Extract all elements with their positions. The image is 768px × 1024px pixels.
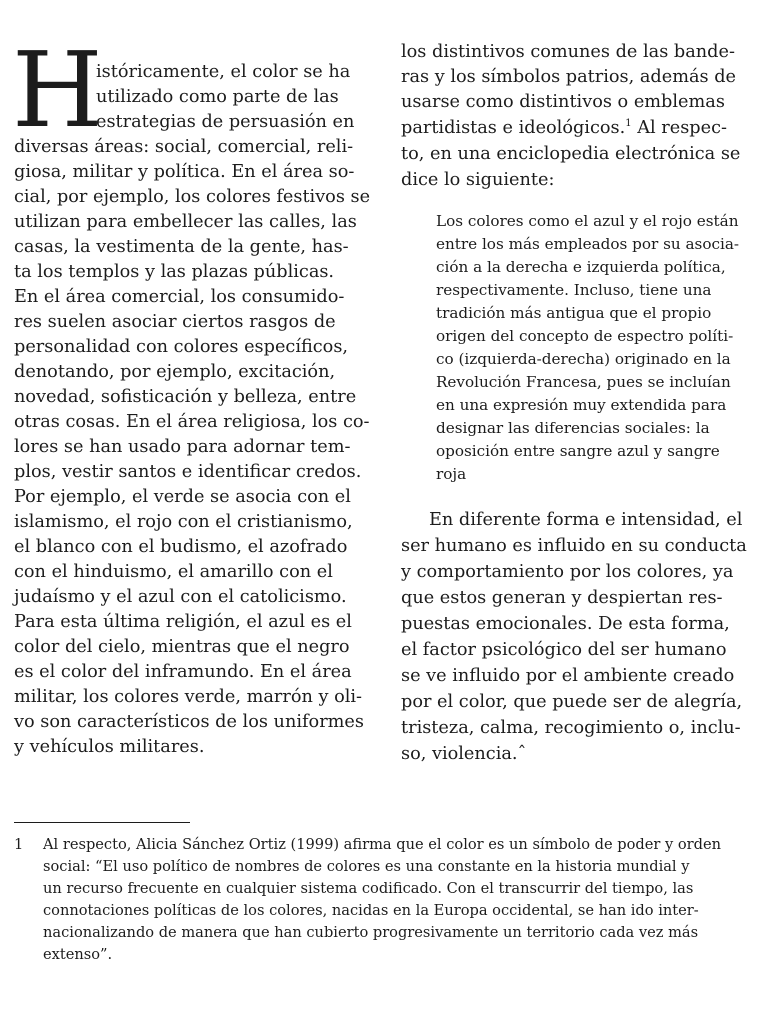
body-line: giosa, militar y política. En el área so- bbox=[14, 162, 355, 182]
body-line: vo son característicos de los uniformes bbox=[14, 712, 364, 732]
body-text: Al respec- bbox=[631, 118, 727, 138]
quote-line: tradición más antigua que el propio bbox=[436, 304, 712, 322]
body-line: En el área comercial, los consumido- bbox=[14, 287, 345, 307]
body-line: judaísmo y el azul con el catolicismo. bbox=[14, 587, 347, 607]
body-line: utilizado como parte de las bbox=[96, 87, 339, 107]
body-line: estrategias de persuasión en bbox=[96, 112, 355, 132]
body-line: res suelen asociar ciertos rasgos de bbox=[14, 312, 336, 332]
body-line: ser humano es influido en su conducta bbox=[401, 536, 747, 556]
body-line: so, violencia.ˆ bbox=[401, 744, 527, 764]
body-text: partidistas e ideológicos. bbox=[401, 118, 626, 138]
body-line: dice lo siguiente: bbox=[401, 170, 555, 190]
footnote-number: 1 bbox=[14, 836, 24, 853]
quote-line: oposición entre sangre azul y sangre bbox=[436, 442, 720, 460]
body-line: to, en una enciclopedia electrónica se bbox=[401, 144, 741, 164]
quote-line: Revolución Francesa, pues se incluían bbox=[436, 373, 731, 391]
quote-line: designar las diferencias sociales: la bbox=[436, 419, 710, 437]
body-line: novedad, sofisticación y belleza, entre bbox=[14, 387, 357, 407]
quote-line: en una expresión muy extendida para bbox=[436, 396, 727, 414]
body-line: En diferente forma e intensidad, el bbox=[429, 510, 743, 530]
quote-line: Los colores como el azul y el rojo están bbox=[436, 212, 739, 230]
body-line bbox=[401, 116, 727, 141]
body-line: personalidad con colores específicos, bbox=[14, 337, 349, 357]
body-line: lores se han usado para adornar tem- bbox=[14, 437, 351, 457]
body-line: denotando, por ejemplo, excitación, bbox=[14, 362, 336, 382]
body-line: el blanco con el budismo, el azofrado bbox=[14, 537, 348, 557]
body-line: se ve influido por el ambiente creado bbox=[401, 666, 735, 686]
quote-line: respectivamente. Incluso, tiene una bbox=[436, 281, 712, 299]
body-line: diversas áreas: social, comercial, reli- bbox=[14, 137, 354, 157]
body-line: y comportamiento por los colores, ya bbox=[401, 562, 734, 582]
body-line: usarse como distintivos o emblemas bbox=[401, 92, 725, 112]
footnote-line: un recurso frecuente en cualquier sistema codificado. Con el transcurrir del tiempo, las bbox=[43, 880, 694, 897]
footnote-reference[interactable]: 1 bbox=[625, 118, 632, 130]
body-line: con el hinduismo, el amarillo con el bbox=[14, 562, 333, 582]
footnote-line: social: “El uso político de nombres de colores es una constante en la historia mundial y bbox=[43, 858, 690, 875]
body-line: tristeza, calma, recogimiento o, inclu- bbox=[401, 718, 741, 738]
quote-line: entre los más empleados por su asocia- bbox=[436, 235, 740, 253]
body-line: casas, la vestimenta de la gente, has- bbox=[14, 237, 349, 257]
body-line: plos, vestir santos e identificar credos. bbox=[14, 462, 362, 482]
footnote-divider bbox=[14, 822, 190, 823]
body-line: utilizan para embellecer las calles, las bbox=[14, 212, 357, 232]
body-line: istóricamente, el color se ha bbox=[96, 62, 351, 82]
footnote-line: nacionalizando de manera que han cubierto progresivamente un territorio cada vez más bbox=[43, 924, 699, 941]
body-line: puestas emocionales. De esta forma, bbox=[401, 614, 730, 634]
drop-cap: H bbox=[12, 29, 103, 151]
quote-line: roja bbox=[436, 465, 467, 483]
body-line: ras y los símbolos patrios, además de bbox=[401, 67, 737, 87]
body-line: es el color del inframundo. En el área bbox=[14, 662, 352, 682]
body-line: islamismo, el rojo con el cristianismo, bbox=[14, 512, 353, 532]
body-line: color del cielo, mientras que el negro bbox=[14, 637, 350, 657]
body-line: Para esta última religión, el azul es el bbox=[14, 612, 352, 632]
body-line: cial, por ejemplo, los colores festivos se bbox=[14, 187, 371, 207]
quote-line: origen del concepto de espectro políti- bbox=[436, 327, 734, 345]
footnote-line: Al respecto, Alicia Sánchez Ortiz (1999) afirma que el color es un símbolo de poder y orden bbox=[43, 836, 722, 853]
footnote-line: connotaciones políticas de los colores, nacidas en la Europa occidental, se han ido inter- bbox=[43, 902, 699, 919]
body-line: otras cosas. En el área religiosa, los co- bbox=[14, 412, 370, 432]
body-line: que estos generan y despiertan res- bbox=[401, 588, 723, 608]
body-line: el factor psicológico del ser humano bbox=[401, 640, 727, 660]
body-line: y vehículos militares. bbox=[14, 737, 205, 757]
quote-line: co (izquierda-derecha) originado en la bbox=[436, 350, 731, 368]
body-line: los distintivos comunes de las bande- bbox=[401, 42, 735, 62]
quote-line: ción a la derecha e izquierda política, bbox=[436, 258, 726, 276]
body-line: por el color, que puede ser de alegría, bbox=[401, 692, 743, 712]
footnote-line: extenso”. bbox=[43, 946, 113, 963]
body-line: ta los templos y las plazas públicas. bbox=[14, 262, 335, 282]
body-line: militar, los colores verde, marrón y oli- bbox=[14, 687, 363, 707]
body-line: Por ejemplo, el verde se asocia con el bbox=[14, 487, 351, 507]
